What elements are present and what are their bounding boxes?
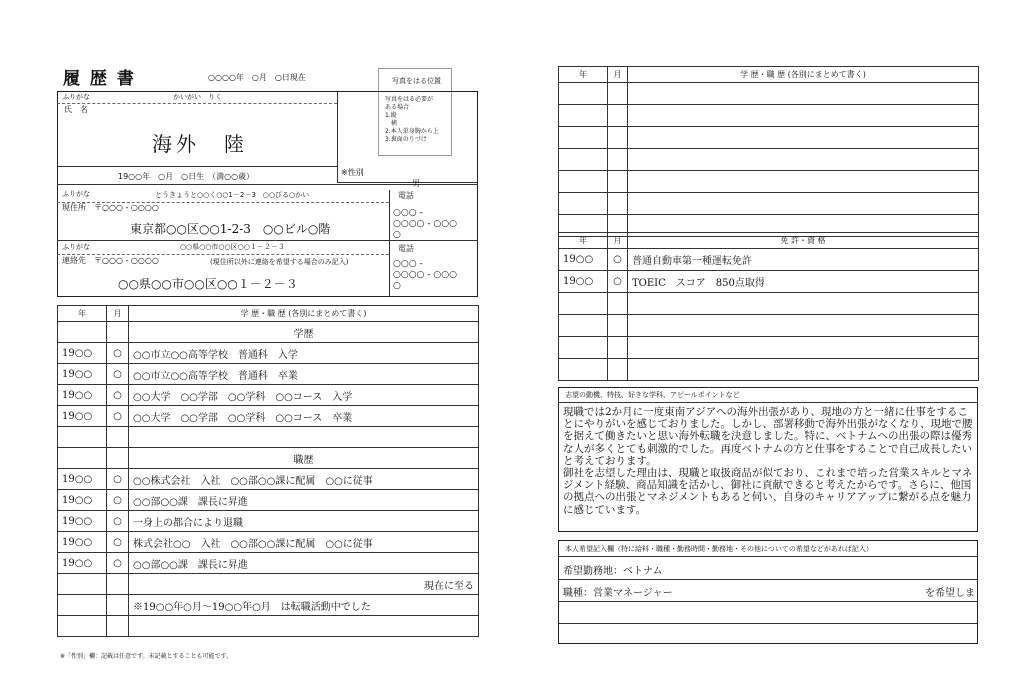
phone-value: ○○○ - ○○○○ - ○○○ ○ — [393, 208, 457, 240]
empty-cell — [559, 193, 608, 215]
licenses-table — [558, 232, 979, 381]
history-entry: ○○大学 ○○学部 ○○学科 ○○コース 卒業 — [129, 406, 479, 427]
empty-cell — [628, 105, 979, 127]
empty-cell — [559, 171, 608, 193]
footnote: ※「性別」欄：記載は任意です。未記載とすることも可能です。 — [60, 653, 233, 660]
wishes-label: 本人希望記入欄（特に給料・職種・勤務時間・勤務地・その他についての希望などがあれば記入） — [565, 545, 873, 553]
history-month — [107, 595, 129, 616]
license-year — [559, 315, 608, 337]
history-entry: 現在に至る — [129, 574, 479, 595]
license-month — [608, 359, 628, 381]
history-entry — [129, 616, 479, 637]
history-entry: ※19○○年○月～19○○年○月 は転職活動中でした — [129, 595, 479, 616]
license-month: ○ — [608, 271, 628, 293]
photo-line: 1.縦 — [385, 112, 397, 119]
photo-line: 3.裏面のりづけ — [385, 136, 427, 143]
contact-label: 連絡先 〒○○○ - ○○○○ — [62, 256, 159, 265]
wishes-box — [558, 540, 978, 644]
history-month: ○ — [107, 532, 129, 553]
licenses-col-month: 月 — [608, 233, 628, 249]
history-year: 19○○ — [58, 553, 107, 574]
empty-cell — [608, 171, 628, 193]
license-entry — [628, 337, 979, 359]
contact-address: ○○県○○市○○区○○１－２－３ — [118, 277, 298, 291]
photo-line: 横 — [385, 120, 398, 127]
wishes-position-suffix: を希望しま — [925, 588, 975, 599]
license-year — [559, 359, 608, 381]
history-month: ○ — [107, 364, 129, 385]
history-month: ○ — [107, 385, 129, 406]
applicant-name: 海外 陸 — [152, 132, 248, 156]
empty-cell — [608, 127, 628, 149]
history-entry: ○○部○○課 課長に昇進 — [129, 553, 479, 574]
licenses-col-year: 年 — [559, 233, 608, 249]
empty-cell — [628, 149, 979, 171]
contact-note: (現住所以外に連絡を希望する場合のみ記入) — [210, 258, 349, 266]
motivation-text: 現職では2か月に一度東南アジアへの海外出張があり、現地の方と一緒に仕事をすることにやりがいを感じておりました。しかし、部署移動で海外出張がなくなり、現地で腰を据えて働きたいと思い海外転職を決意しました。特に、ベトナムへの出張の際は優秀な人が多くとても刺激的でした。再度ベトナムの方と仕事をすることで自己成長したいと考えております。 御社を志望した理由は、現職と取扱商品が似ており、これまで培った営業スキルとマネジメント経験、商品知識を活かし、御社に貢献できると考えたからです。さらに、他国の拠点への出張とマネジメントもあると伺い、自身のキャリアアップに繋がる点を魅力に感じています。 — [563, 406, 973, 516]
license-month — [608, 337, 628, 359]
name-furigana: かいがい りく — [173, 93, 222, 101]
address-label: 現住所 〒○○○ - ○○○○ — [62, 203, 159, 212]
history-section-work: 職歴 — [129, 448, 479, 469]
history-year: 19○○ — [58, 364, 107, 385]
empty-cell — [608, 193, 628, 215]
contact-phone-value: ○○○ - ○○○○ - ○○○ ○ — [393, 259, 457, 291]
history-year: 19○○ — [58, 469, 107, 490]
history-year — [58, 595, 107, 616]
history2-col-month: 月 — [608, 67, 628, 83]
history-year — [58, 616, 107, 637]
license-month — [608, 293, 628, 315]
resume-title: 履 歴 書 — [63, 69, 136, 89]
photo-line: ある場合 — [385, 104, 410, 111]
history-month: ○ — [107, 343, 129, 364]
empty-cell — [628, 83, 979, 105]
history-year — [58, 448, 107, 469]
history-col-content: 学 歴・職 歴 (各別にまとめて書く) — [129, 306, 479, 322]
history-section-education: 学歴 — [129, 322, 479, 343]
history-month — [107, 322, 129, 343]
empty-cell — [608, 105, 628, 127]
history-year — [58, 574, 107, 595]
history-month — [107, 427, 129, 448]
license-entry — [628, 315, 979, 337]
history-month — [107, 448, 129, 469]
license-entry: TOEIC スコア 850点取得 — [628, 271, 979, 293]
history-entry: 一身上の都合により退職 — [129, 511, 479, 532]
license-entry — [628, 359, 979, 381]
licenses-col-content: 免 許・資 格 — [628, 233, 979, 249]
photo-line: 写真をはる必要が — [385, 96, 434, 103]
license-month: ○ — [608, 249, 628, 271]
history-year: 19○○ — [58, 490, 107, 511]
empty-cell — [559, 83, 608, 105]
name-label: 氏 名 — [64, 105, 88, 114]
wishes-location: 希望勤務地：ベトナム — [563, 566, 663, 577]
license-month — [608, 315, 628, 337]
license-entry: 普通自動車第一種運転免許 — [628, 249, 979, 271]
contact-furigana: ○○県○○市○○区○○１－２－３ — [180, 243, 285, 251]
empty-cell — [628, 193, 979, 215]
gender-label: ※性別 — [341, 168, 364, 177]
birth-date: 19○○年 ○月 ○日生 （満○○歳） — [118, 172, 255, 181]
history-year — [58, 322, 107, 343]
photo-title: 写真をはる位置 — [392, 77, 441, 85]
history-month: ○ — [107, 553, 129, 574]
history-month: ○ — [107, 490, 129, 511]
phone-label: 電話 — [398, 191, 414, 200]
history-entry: ○○市立○○高等学校 普通科 卒業 — [129, 364, 479, 385]
history-month: ○ — [107, 469, 129, 490]
empty-cell — [559, 105, 608, 127]
history-continued-table — [558, 66, 979, 237]
history-month — [107, 616, 129, 637]
history-entry — [129, 427, 479, 448]
license-year: 19○○ — [559, 249, 608, 271]
empty-cell — [608, 83, 628, 105]
motivation-box — [558, 387, 978, 532]
history-month — [107, 574, 129, 595]
motivation-label: 志望の動機、特技、好きな学科、アピールポイントなど — [565, 391, 740, 399]
history2-col-year: 年 — [559, 67, 608, 83]
contact-phone-label: 電話 — [398, 244, 414, 253]
date-line: ○○○○年 ○月 ○日現在 — [208, 73, 306, 82]
history-year: 19○○ — [58, 406, 107, 427]
license-year — [559, 293, 608, 315]
contact-furigana-label: ふりがな — [62, 243, 90, 251]
photo-line: 2.本人単身胸から上 — [385, 128, 439, 135]
license-year: 19○○ — [559, 271, 608, 293]
wishes-position: 職種：営業マネージャー — [563, 588, 673, 599]
history-col-month: 月 — [107, 306, 129, 322]
empty-cell — [608, 149, 628, 171]
empty-cell — [559, 127, 608, 149]
address-value: 東京都○○区○○1-2-3 ○○ビル○階 — [130, 222, 331, 236]
history-year: 19○○ — [58, 511, 107, 532]
empty-cell — [628, 127, 979, 149]
address-furigana: とうきょうと○○く○○1－2－3 ○○びる○かい — [155, 191, 310, 199]
gender-value: 男 — [412, 179, 420, 188]
history-month: ○ — [107, 406, 129, 427]
history-entry: ○○市立○○高等学校 普通科 入学 — [129, 343, 479, 364]
furigana-label: ふりがな — [62, 93, 90, 101]
history-col-year: 年 — [58, 306, 107, 322]
history-entry: 株式会社○○ 入社 ○○部○○課に配属 ○○に従事 — [129, 532, 479, 553]
license-year — [559, 337, 608, 359]
history-year: 19○○ — [58, 532, 107, 553]
license-entry — [628, 293, 979, 315]
history-entry: ○○部○○課 課長に昇進 — [129, 490, 479, 511]
empty-cell — [628, 171, 979, 193]
history-year: 19○○ — [58, 343, 107, 364]
history-entry: ○○大学 ○○学部 ○○学科 ○○コース 入学 — [129, 385, 479, 406]
history-month: ○ — [107, 511, 129, 532]
history-table — [57, 305, 479, 637]
history-year: 19○○ — [58, 385, 107, 406]
empty-cell — [559, 149, 608, 171]
address-furigana-label: ふりがな — [62, 190, 90, 198]
history2-col-content: 学 歴・職 歴 (各別にまとめて書く) — [628, 67, 979, 83]
history-year — [58, 427, 107, 448]
history-entry: ○○株式会社 入社 ○○部○○課に配属 ○○に従事 — [129, 469, 479, 490]
